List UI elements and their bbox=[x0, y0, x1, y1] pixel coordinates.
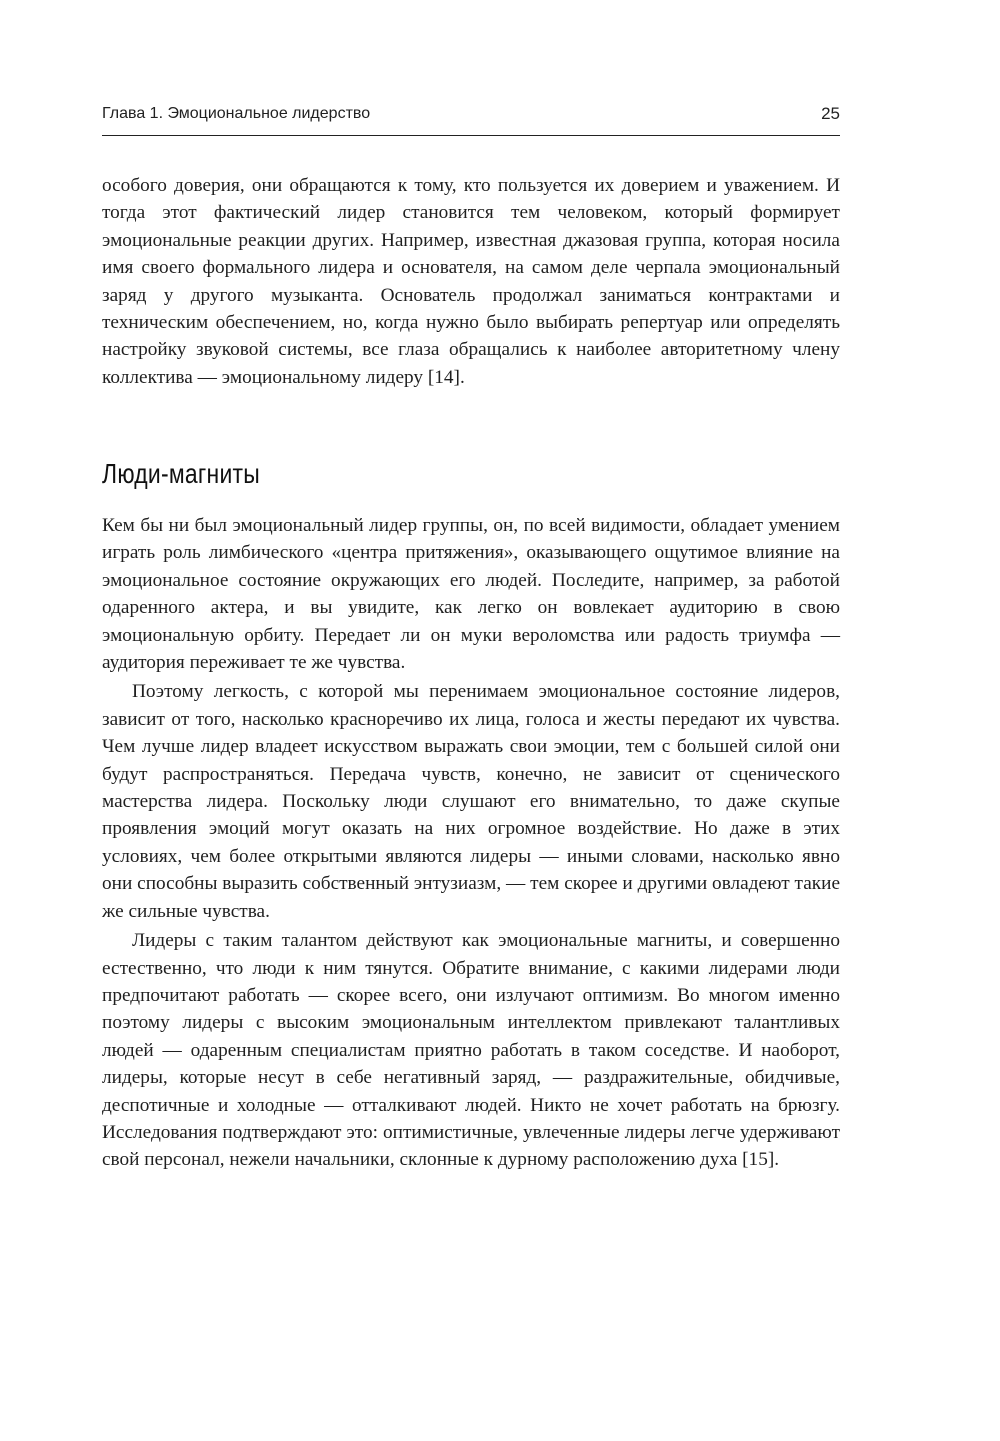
paragraph-1: Кем бы ни был эмоциональный лидер группы, он, по всей видимости, обладает умением играть роль лимбического «центра притяжения», оказывающего ощутимое влияние на эмоциональное состояние окружающих его людей. Последите, например, за работой одаренного актера, и вы увидите, как легко он вовлекает аудиторию в свою эмоциональную орбиту. Передает ли он муки вероломства или радость триумфа — аудитория переживает те же чувства. bbox=[102, 515, 840, 674]
section-heading: Люди-магниты bbox=[102, 458, 261, 489]
paragraph-continued: особого доверия, они обращаются к тому, кто пользуется их доверием и уважением. И тогда этот фактический лидер становится тем человеком, который формирует эмоциональные реакции других. Например, известная джазовая группа, которая носила имя своего формального лидера и основателя, на самом деле черпала эмоциональный заряд у другого музыканта. Основатель продолжал заниматься контрактами и техническим обеспечением, но, когда нужно было выбирать репертуар или определять настройку звуковой системы, все глаза обращались к наиболее авторитетному члену коллектива — эмоциональному лидеру [14]. bbox=[102, 175, 840, 388]
chapter-title: Глава 1. Эмоциональное лидерство bbox=[102, 105, 371, 122]
paragraph-2: Поэтому легкость, с которой мы перенимаем эмоциональное состояние лидеров, зависит от того, насколько красноречиво их лица, голоса и жесты передают их чувства. Чем лучше лидер владеет искусством выражать свои эмоции, тем с большей силой они будут распространяться. Передача чувств, конечно, не зависит от сценического мастерства лидера. Поскольку люди слушают его внимательно, то даже скупые проявления эмоций могут оказать на них огромное воздействие. Но даже в этих условиях, чем более открытыми являются лидеры — иными словами, насколько явно они способны выразить собственный энтузиазм, — тем скорее и другими овладеют такие же сильные чувства. bbox=[102, 681, 840, 922]
page-number: 25 bbox=[821, 104, 840, 123]
header-rule bbox=[102, 135, 840, 136]
continued-paragraph-block bbox=[102, 172, 840, 391]
section-body bbox=[102, 512, 840, 1174]
running-head bbox=[102, 102, 840, 128]
paragraph-3: Лидеры с таким талантом действуют как эмоциональные магниты, и совершенно естественно, что люди к ним тянутся. Обратите внимание, с какими лидерами люди предпочитают работать — скорее всего, они излучают оптимизм. Во многом именно поэтому лидеры с высоким эмоциональным интеллектом привлекают талантливых людей — одаренным специалистам приятно работать в таком соседстве. И наоборот, лидеры, которые несут в себе негативный заряд, — раздражительные, обидчивые, деспотичные и холодные — отталкивают людей. Никто не хочет работать на брюзгу. Исследования подтверждают это: оптимистичные, увлеченные лидеры легче удерживают свой персонал, нежели начальники, склонные к дурному расположению духа [15]. bbox=[102, 930, 840, 1171]
